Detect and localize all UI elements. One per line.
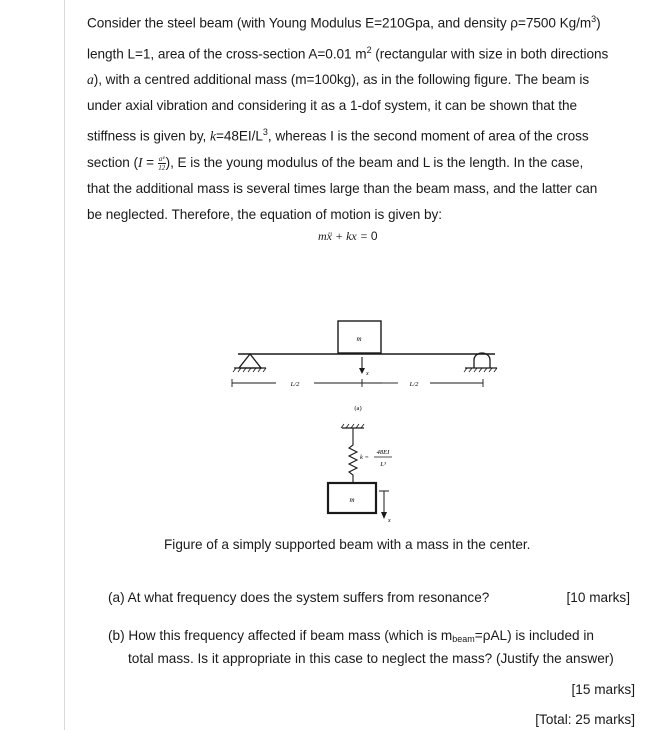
spring xyxy=(349,428,357,487)
statement-line-5: stiffness is given by, $k=48EI/L^3$, whereas I is the second moment of area of the cross xyxy=(87,127,589,144)
right-roller-support xyxy=(464,353,497,372)
statement-line-8: be neglected. Therefore, the equation of motion is given by: xyxy=(87,207,442,223)
figure-caption: Figure of a simply supported beam with a mass in the center. xyxy=(164,537,531,552)
total-marks: [Total: 25 marks] xyxy=(535,712,635,727)
spring-k-numerator: 48EI xyxy=(376,449,390,456)
beam-mass-label: m xyxy=(356,335,362,343)
question-a-marks: [10 marks] xyxy=(566,590,630,605)
spring-k-denominator: L³ xyxy=(380,461,386,468)
statement-line-1: Consider the steel beam (with Young Modulus E=210Gpa, and density ρ=7500 $Kg/m^3$) xyxy=(87,14,601,31)
spring-k-prefix: k = xyxy=(360,454,369,461)
figure-sub-caption: (a) xyxy=(354,405,362,412)
ground-hatch xyxy=(341,424,364,428)
question-b xyxy=(108,626,648,669)
right-half-length: L/2 xyxy=(409,381,419,388)
question-b-marks: [15 marks] xyxy=(571,682,635,697)
question-b-line-2: total mass. Is it appropriate in this case to neglect the mass? (Justify the answer) xyxy=(128,651,614,666)
center-x-label: x xyxy=(366,371,369,377)
left-half-length: L/2 xyxy=(290,381,300,388)
equation-of-motion: mẍ + kx = 0 xyxy=(318,229,378,243)
statement-line-6: section (I = $\frac{\text{a⁴}}{12}$ ), E is the young modulus of the beam and L is the length. In the case, xyxy=(87,154,584,172)
length-dimension xyxy=(232,376,483,388)
statement-line-3: a), with a centred additional mass (m=100kg), as in the following figure. The beam is xyxy=(87,72,590,88)
inertia-fraction: $\frac{\text{a⁴}}{12}$ xyxy=(158,154,166,172)
left-pin-support xyxy=(233,354,266,372)
statement-line-4: under axial vibration and considering it as a 1-dof system, it can be shown that the xyxy=(87,98,577,114)
lumped-mass-label: m xyxy=(349,496,355,504)
mass-x-label: x xyxy=(388,518,391,524)
statement-line-2: length L=1, area of the cross-section A=0.01 $m^2$ (rectangular with size in both directions xyxy=(87,44,609,62)
question-b-line-1: (b) How this frequency affected if beam mass (which is $m_{beam}=\rho AL$) is included in xyxy=(108,628,594,644)
question-a: (a) At what frequency does the system suffers from resonance? xyxy=(108,590,490,605)
statement-line-7: that the additional mass is several times large than the beam mass, and the latter can xyxy=(87,181,598,197)
